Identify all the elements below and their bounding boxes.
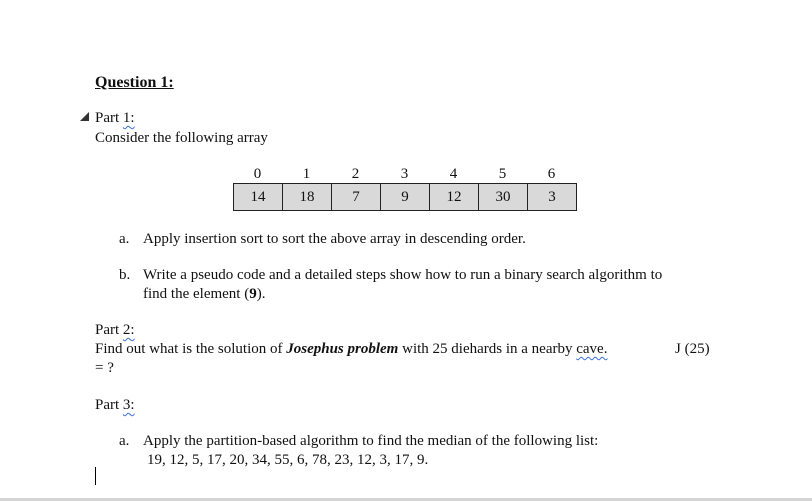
text-run: find the element ( bbox=[143, 286, 250, 302]
list-marker: a. bbox=[119, 433, 130, 449]
part1-intro: Consider the following array bbox=[95, 130, 268, 146]
array-index-row bbox=[233, 166, 576, 183]
part2-line1 bbox=[95, 341, 607, 358]
array-index: 0 bbox=[253, 166, 262, 182]
part2-line2: = ? bbox=[95, 360, 114, 376]
collapse-triangle-icon[interactable] bbox=[80, 112, 89, 121]
part1-heading bbox=[95, 110, 135, 127]
part1-item-b-line2 bbox=[143, 286, 265, 303]
text-cursor bbox=[95, 467, 96, 485]
part3-item-a bbox=[119, 433, 598, 450]
part3-item-a-text: Apply the partition-based algorithm to find the median of the following list: bbox=[143, 433, 599, 449]
part2-function: J (25) bbox=[675, 341, 710, 357]
array-table bbox=[233, 183, 577, 211]
part1-number: 1 bbox=[122, 110, 131, 126]
array-cell: 12 bbox=[430, 183, 479, 211]
array-index: 6 bbox=[547, 166, 556, 182]
array-cell: 14 bbox=[234, 183, 283, 211]
array-cell: 9 bbox=[381, 183, 430, 211]
list-marker: a. bbox=[119, 231, 130, 247]
part1-item-a bbox=[119, 231, 526, 248]
array-index: 5 bbox=[498, 166, 507, 182]
text-run: ). bbox=[256, 286, 266, 302]
array-index: 3 bbox=[400, 166, 409, 182]
part3-number: 3 bbox=[122, 397, 131, 413]
list-marker: b. bbox=[119, 267, 131, 283]
text-run: with 25 diehards in a nearby bbox=[398, 341, 577, 357]
part1-label: Part bbox=[95, 110, 123, 126]
array-cell: 7 bbox=[332, 183, 381, 211]
array-cell: 3 bbox=[528, 183, 577, 211]
part2-suffix: : bbox=[130, 322, 135, 338]
part3-heading bbox=[95, 397, 135, 414]
part1-item-a-text: Apply insertion sort to sort the above array in descending order. bbox=[143, 231, 526, 247]
part3-label: Part bbox=[95, 397, 123, 413]
part1-item-b bbox=[119, 267, 662, 284]
array-index: 2 bbox=[351, 166, 360, 182]
part1-item-b-line1: Write a pseudo code and a detailed steps show how to run a binary search algorithm to bbox=[143, 267, 663, 283]
array-index: 4 bbox=[449, 166, 458, 182]
part3-item-a-list: 19, 12, 5, 17, 20, 34, 55, 6, 78, 23, 12, 3, 17, 9. bbox=[147, 452, 429, 468]
text-run: Find out what is the solution of bbox=[95, 341, 287, 357]
text-run-flagged: cave. bbox=[576, 341, 608, 357]
part2-label: Part bbox=[95, 322, 123, 338]
part2-heading bbox=[95, 322, 135, 339]
array-cell: 30 bbox=[479, 183, 528, 211]
text-run-bold: 9 bbox=[249, 286, 257, 302]
part2-number: 2 bbox=[122, 322, 131, 338]
text-run-bold-italic: Josephus problem bbox=[286, 341, 399, 357]
part3-suffix: : bbox=[130, 397, 135, 413]
array-index: 1 bbox=[302, 166, 311, 182]
question-title: Question 1: bbox=[95, 74, 174, 91]
array-cell: 18 bbox=[283, 183, 332, 211]
part1-suffix: : bbox=[130, 110, 135, 126]
